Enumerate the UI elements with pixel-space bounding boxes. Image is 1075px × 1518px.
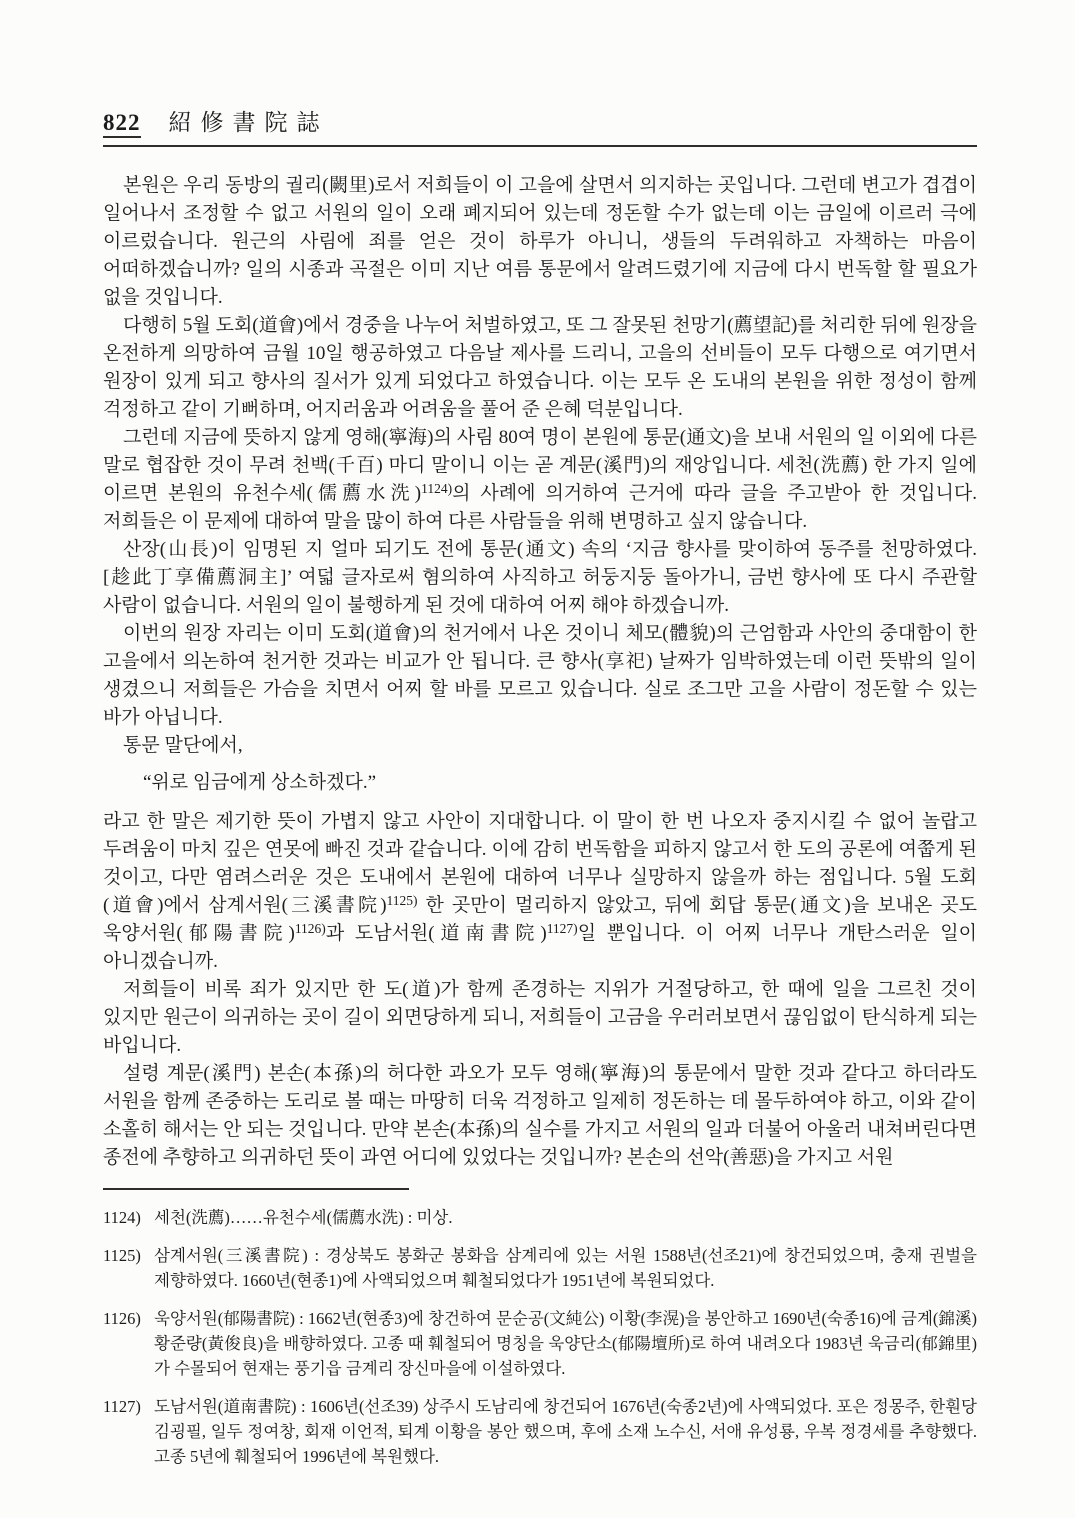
paragraph: 이번의 원장 자리는 이미 도회(道會)의 천거에서 나온 것이니 체모(體貌)의 근엄함과 사안의 중대함이 한 고을에서 의논하여 천거한 것과는 비교가 안 됩니다. 큰 향사(享祀) 날짜가 임박하였는데 이런 뜻밖의 일이 생겼으니 저희들은 가슴을 치면서 어찌 할 바를 모르고 있습니다. 실로 조그만 고을 사람이 정돈할 수 있는 바가 아닙니다. xyxy=(103,623,977,729)
footnote-separator xyxy=(103,1188,409,1190)
footnote-text: 도남서원(道南書院) : 1606년(선조39) 상주시 도남리에 창건되어 1676년(숙종2년)에 사액되었다. 포은 정몽주, 한훤당 김굉필, 일두 정여창, 회재 이언적, 퇴계 이황을 봉안 했으며, 후에 소재 노수신, 서애 유성룡, 우복 정경세를 추향했다. 고종 5년에 훼철되어 1996년에 복원했다. xyxy=(154,1397,977,1467)
footnote-label: 1125) xyxy=(103,1246,141,1266)
footnote-item xyxy=(103,1205,977,1230)
footnote-text: 욱양서원(郁陽書院) : 1662년(현종3)에 창건하여 문순공(文純公) 이황(李滉)을 봉안하고 1690년(숙종16)에 금계(錦溪) 황준량(黃俊良)을 배향하였다. 고종 때 훼철되어 명칭을 욱양단소(郁陽壇所)로 하여 내려오다 1983년 욱금리(郁錦里)가 수몰되어 현재는 풍기읍 금계리 장신마을에 이설하였다. xyxy=(154,1309,977,1379)
footnote-item xyxy=(103,1243,977,1293)
footnote-ref: 1127) xyxy=(546,921,578,937)
paragraph: 그런데 지금에 뜻하지 않게 영해(寧海)의 사림 80여 명이 본원에 통문(通文)을 보내 서원의 일 이외에 다른 말로 협잡한 것이 무려 천백(千百) 마디 말이니 이는 곧 계문(溪門)의 재앙입니다. 세천(洗薦) 한 가지 일에 이르면 본원의 유천수세(儒薦水洗)$^{1124)}$의 사례에 의거하여 근거에 따라 글을 주고받아 한 것입니다. 저희들은 이 문제에 대하여 말을 많이 하여 다른 사람들을 위해 변명하고 싶지 않습니다. xyxy=(103,427,977,533)
footnote-ref: 1124) xyxy=(421,481,453,497)
footnote-text: 세천(洗薦)……유천수세(儒薦水洗) : 미상. xyxy=(154,1208,453,1228)
footnote-ref: 1125) xyxy=(386,893,418,909)
body-text xyxy=(103,172,977,1172)
paragraph: 산장(山長)이 임명된 지 얼마 되기도 전에 통문(通文) 속의 ‘지금 향사를 맞이하여 동주를 천망하였다.[趁此丁享備薦洞主]’ 여덟 글자로써 혐의하여 사직하고 허둥지둥 돌아가니, 금번 향사에 또 다시 주관할 사람이 없습니다. 서원의 일이 불행하게 된 것에 대하여 어찌 해야 하겠습니까. xyxy=(103,539,977,617)
footnote-ref: 1126) xyxy=(294,921,326,937)
quote-line: “위로 임금에게 상소하겠다.” xyxy=(143,772,377,794)
page-content xyxy=(103,110,977,1482)
paragraph: 본원은 우리 동방의 궐리(闕里)로서 저희들이 이 고을에 살면서 의지하는 곳입니다. 그런데 변고가 겹겹이 일어나서 조정할 수 없고 서원의 일이 오래 폐지되어 있는데 정돈할 수가 없는데 이는 금일에 이르러 극에 이르렀습니다. 원근의 사림에 죄를 얻은 것이 하루가 아니니, 생들의 두려워하고 자책하는 마음이 어떠하겠습니까? 일의 시종과 곡절은 이미 지난 여름 통문에서 알려드렸기에 지금에 다시 번독할 할 필요가 없을 것입니다. xyxy=(103,175,977,309)
paragraph: 라고 한 말은 제기한 뜻이 가볍지 않고 사안이 지대합니다. 이 말이 한 번 나오자 중지시킬 수 없어 놀랍고 두려움이 마치 깊은 연못에 빠진 것과 같습니다. 이에 감히 번독함을 피하지 않고서 한 도의 공론에 여쭙게 된 것이고, 다만 염려스러운 것은 도내에서 본원에 대하여 너무나 실망하지 않을까 하는 점입니다. 5월 도회(道會)에서 삼계서원(三溪書院)$^{1125)}$ 한 곳만이 멀리하지 않았고, 뒤에 회답 통문(通文)을 보내온 곳도 욱양서원(郁陽書院)$^{1126)}$과 도남서원(道南書院)$^{1127)}$일 뿐입니다. 이 어찌 너무나 개탄스러운 일이 아니겠습니까. xyxy=(103,811,977,973)
footnote-label: 1127) xyxy=(103,1397,141,1417)
book-title: 紹修書院誌 xyxy=(168,110,329,135)
page-number: 822 xyxy=(103,110,141,138)
paragraph: 저희들이 비록 죄가 있지만 한 도(道)가 함께 존경하는 지위가 거절당하고, 한 때에 일을 그르친 것이 있지만 원근이 의귀하는 곳이 길이 외면당하게 되니, 저희들이 고금을 우러러보면서 끊임없이 탄식하게 되는 바입니다. xyxy=(103,979,977,1057)
footnote-label: 1126) xyxy=(103,1309,141,1329)
paragraph: 통문 말단에서, xyxy=(123,735,243,757)
paragraph: 설령 계문(溪門) 본손(本孫)의 허다한 과오가 모두 영해(寧海)의 통문에서 말한 것과 같다고 하더라도 서원을 함께 존중하는 도리로 볼 때는 마땅히 더욱 걱정하고 일제히 정돈하는 데 몰두하여야 하고, 이와 같이 소홀히 해서는 안 되는 것입니다. 만약 본손(本孫)의 실수를 가지고 서원의 일과 더불어 아울러 내쳐버린다면 종전에 추향하고 의귀하던 뜻이 과연 어디에 있었다는 것입니까? 본손의 선악(善惡)을 가지고 서원 xyxy=(103,1063,977,1169)
footnote-label: 1124) xyxy=(103,1208,141,1228)
footnote-item xyxy=(103,1306,977,1381)
page-header xyxy=(103,110,977,147)
footnotes xyxy=(103,1205,977,1469)
footnote-text: 삼계서원(三溪書院) : 경상북도 봉화군 봉화읍 삼계리에 있는 서원 1588년(선조21)에 창건되었으며, 충재 권벌을 제향하였다. 1660년(현종1)에 사액되었으며 훼철되었다가 1951년에 복원되었다. xyxy=(154,1246,977,1291)
footnotes-area xyxy=(103,1188,977,1469)
footnote-item xyxy=(103,1394,977,1469)
paragraph: 다행히 5월 도회(道會)에서 경중을 나누어 처벌하였고, 또 그 잘못된 천망기(薦望記)를 처리한 뒤에 원장을 온전하게 의망하여 금월 10일 행공하였고 다음날 제사를 드리니, 고을의 선비들이 모두 다행으로 여기면서 원장이 있게 되고 향사의 질서가 있게 되었다고 하였습니다. 이는 모두 온 도내의 본원을 위한 정성이 함께 걱정하고 같이 기뻐하며, 어지러움과 어려움을 풀어 준 은혜 덕분입니다. xyxy=(103,315,977,421)
